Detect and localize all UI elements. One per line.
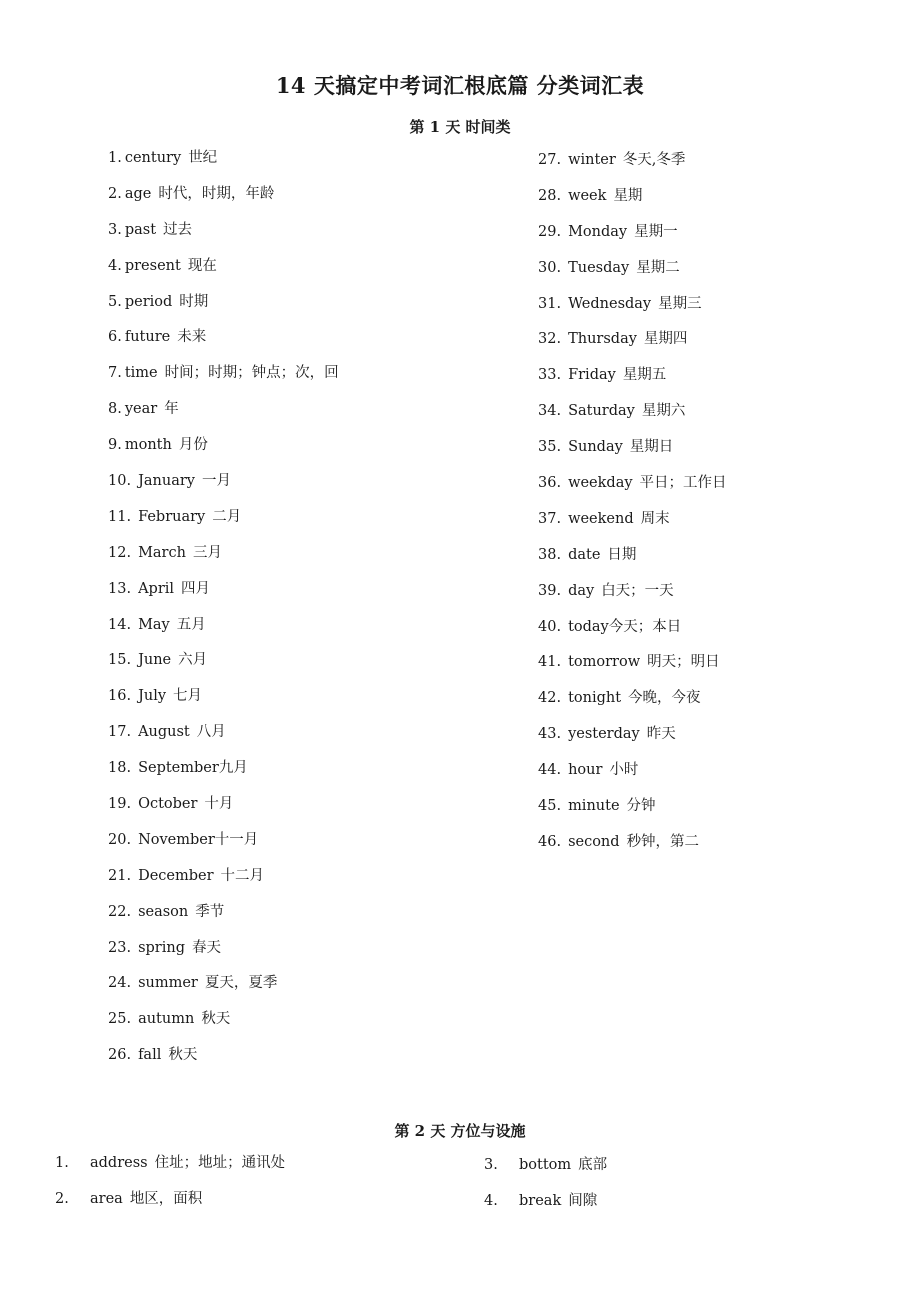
item-meaning: 十一月 (214, 831, 259, 848)
item-meaning: 小时 (609, 762, 639, 779)
list-item (538, 437, 727, 473)
list-item (108, 220, 339, 256)
item-number: 5. (108, 293, 122, 310)
list-item (108, 184, 339, 220)
item-word: season (138, 903, 189, 920)
item-meaning: 时期 (179, 293, 209, 310)
item-word: time (124, 365, 158, 382)
list-item (538, 832, 727, 868)
item-number: 18. (108, 760, 132, 777)
item-number: 13. (108, 580, 132, 597)
list-item (538, 617, 727, 653)
item-word: weekday (568, 475, 633, 492)
item-word: March (138, 544, 186, 561)
day1-heading: 第 1 天 时间类 (409, 118, 511, 136)
item-number: 7. (108, 365, 122, 382)
item-number: 40. (538, 618, 562, 635)
list-item (108, 327, 339, 363)
item-meaning: 世纪 (188, 150, 218, 166)
item-word: May (138, 616, 170, 633)
list-item (108, 579, 339, 615)
page-title: 14 天搞定中考词汇根底篇 分类词汇表 (275, 73, 645, 98)
item-number: 37. (538, 510, 562, 527)
item-meaning: 星期四 (643, 331, 688, 348)
item-word: summer (138, 975, 198, 992)
item-meaning: 今天；本日 (608, 618, 682, 635)
item-meaning: 春天 (191, 939, 221, 956)
item-number: 12. (108, 544, 132, 561)
item-word: August (138, 724, 190, 741)
item-number: 26. (108, 1047, 132, 1064)
item-word: September (138, 760, 219, 777)
list-item (538, 258, 727, 294)
item-word: period (124, 293, 173, 310)
list-item (538, 329, 727, 365)
item-number: 23. (108, 939, 132, 956)
item-number: 4. (484, 1193, 498, 1209)
item-meaning: 星期 (613, 187, 643, 204)
item-word: autumn (138, 1011, 195, 1028)
list-item (538, 401, 727, 437)
item-meaning: 间隙 (568, 1193, 598, 1209)
list-item (108, 1045, 339, 1081)
item-number: 45. (538, 798, 562, 815)
item-word: July (138, 688, 167, 705)
item-meaning: 白天；一天 (601, 582, 674, 599)
item-number: 1. (108, 150, 122, 166)
item-meaning: 现在 (187, 257, 217, 274)
item-meaning: 秒钟，第二 (626, 833, 700, 850)
item-number: 14. (108, 616, 132, 633)
item-number: 32. (538, 331, 562, 348)
item-meaning: 夏天，夏季 (204, 975, 278, 992)
item-meaning: 日期 (607, 546, 637, 563)
item-number: 31. (538, 295, 562, 312)
list-item (538, 545, 727, 581)
list-item (108, 722, 339, 758)
item-word: November (138, 831, 215, 848)
item-meaning: 月份 (178, 437, 208, 454)
item-meaning: 三月 (192, 544, 222, 561)
item-number: 24. (108, 975, 132, 992)
item-word: Thursday (568, 331, 637, 348)
item-meaning: 住址；地址；通讯处 (154, 1155, 286, 1171)
item-word: Tuesday (568, 259, 630, 276)
item-meaning: 周末 (640, 510, 670, 527)
item-word: century (124, 150, 182, 166)
list-item (108, 686, 339, 722)
item-number: 27. (538, 152, 562, 168)
item-meaning: 今晚，今夜 (628, 690, 701, 707)
list-item (108, 471, 339, 507)
list-item (108, 399, 339, 435)
item-number: 2. (55, 1191, 69, 1207)
item-number: 3. (484, 1157, 498, 1173)
item-number: 1. (55, 1155, 69, 1171)
item-meaning: 星期日 (629, 439, 674, 456)
day2-heading: 第 2 天 方位与设施 (394, 1122, 526, 1140)
item-number: 43. (538, 726, 562, 743)
list-item (108, 794, 339, 830)
list-item (108, 615, 339, 651)
list-item (538, 186, 727, 222)
item-number: 16. (108, 688, 132, 705)
item-meaning: 六月 (178, 652, 208, 669)
item-word: Wednesday (568, 295, 652, 312)
list-item (108, 938, 339, 974)
item-number: 17. (108, 724, 132, 741)
item-meaning: 星期二 (636, 259, 680, 276)
item-word: present (124, 257, 181, 274)
item-word: age (124, 185, 152, 202)
list-item (108, 148, 339, 184)
list-item (538, 796, 727, 832)
item-meaning: 秋天 (201, 1011, 231, 1028)
item-number: 33. (538, 367, 562, 384)
item-number: 15. (108, 652, 132, 669)
item-meaning: 冬天,冬季 (622, 152, 686, 168)
item-meaning: 年 (164, 401, 179, 418)
item-meaning: 时代，时期，年龄 (158, 185, 275, 202)
item-meaning: 平日；工作日 (639, 475, 727, 492)
item-word: Sunday (568, 439, 623, 456)
item-number: 22. (108, 903, 132, 920)
item-meaning: 秋天 (168, 1047, 198, 1064)
item-number: 41. (538, 654, 562, 671)
list-item (538, 509, 727, 545)
list-item (108, 866, 339, 902)
item-word: fall (138, 1047, 162, 1064)
item-number: 38. (538, 546, 562, 563)
item-word: tomorrow (568, 654, 641, 671)
item-word: second (568, 833, 620, 850)
item-number: 3. (108, 221, 122, 238)
day2-left-word-list (55, 1153, 285, 1225)
item-meaning: 季节 (195, 903, 225, 920)
item-meaning: 地区，面积 (129, 1191, 203, 1207)
item-word: today (568, 618, 609, 635)
item-meaning: 昨天 (646, 726, 676, 743)
item-word: hour (568, 762, 603, 779)
item-meaning: 未来 (177, 329, 207, 346)
item-word: week (568, 187, 607, 204)
item-word: June (138, 652, 172, 669)
item-number: 21. (108, 867, 132, 884)
list-item (538, 581, 727, 617)
item-number: 44. (538, 762, 562, 779)
list-item (484, 1191, 607, 1227)
item-word: Monday (568, 223, 628, 240)
item-meaning: 星期三 (658, 295, 702, 312)
item-word: April (138, 580, 175, 597)
item-meaning: 底部 (578, 1157, 608, 1173)
item-number: 36. (538, 475, 562, 492)
list-item (538, 222, 727, 258)
item-word: area (90, 1191, 123, 1207)
item-meaning: 五月 (176, 616, 206, 633)
list-item (538, 724, 727, 760)
item-word: Saturday (568, 403, 635, 420)
item-meaning: 一月 (201, 473, 231, 490)
item-word: December (138, 867, 214, 884)
list-item (538, 688, 727, 724)
list-item (484, 1155, 607, 1191)
item-word: weekend (568, 510, 634, 527)
item-word: future (124, 329, 171, 346)
item-number: 2. (108, 185, 122, 202)
item-number: 6. (108, 329, 122, 346)
list-item (538, 652, 727, 688)
item-meaning: 过去 (163, 221, 193, 238)
list-item (108, 902, 339, 938)
list-item (108, 1009, 339, 1045)
item-number: 42. (538, 690, 562, 707)
item-word: Friday (568, 367, 616, 384)
item-word: day (568, 582, 595, 599)
item-word: address (90, 1155, 148, 1171)
item-word: month (124, 437, 172, 454)
day1-left-word-list (108, 148, 339, 1081)
list-item (108, 830, 339, 866)
item-word: October (138, 796, 198, 813)
item-meaning: 时间；时期；钟点；次，回 (164, 365, 339, 382)
item-word: winter (568, 152, 616, 168)
item-number: 20. (108, 831, 132, 848)
item-meaning: 七月 (173, 688, 203, 705)
list-item (108, 543, 339, 579)
list-item (538, 760, 727, 796)
item-meaning: 星期六 (641, 403, 686, 420)
item-number: 9. (108, 437, 122, 454)
item-meaning: 八月 (196, 724, 226, 741)
item-word: yesterday (568, 726, 640, 743)
list-item (108, 973, 339, 1009)
list-item (108, 758, 339, 794)
item-meaning: 十月 (204, 796, 234, 813)
item-number: 11. (108, 508, 132, 525)
item-meaning: 星期一 (634, 223, 678, 240)
list-item (55, 1153, 285, 1189)
item-word: date (568, 546, 601, 563)
day1-right-word-list (538, 150, 727, 868)
item-meaning: 九月 (218, 760, 248, 777)
item-word: bottom (519, 1157, 572, 1173)
item-meaning: 四月 (181, 580, 211, 597)
item-number: 19. (108, 796, 132, 813)
item-number: 46. (538, 833, 562, 850)
item-number: 4. (108, 257, 122, 274)
list-item (538, 365, 727, 401)
list-item (538, 294, 727, 330)
item-word: year (124, 401, 158, 418)
item-meaning: 十二月 (220, 867, 265, 884)
list-item (538, 473, 727, 509)
item-word: January (138, 473, 195, 490)
list-item (108, 435, 339, 471)
list-item (538, 150, 727, 186)
item-meaning: 二月 (212, 508, 242, 525)
item-meaning: 星期五 (622, 367, 667, 384)
item-word: break (519, 1193, 562, 1209)
item-meaning: 分钟 (626, 798, 656, 815)
item-number: 29. (538, 223, 562, 240)
item-word: spring (138, 939, 185, 956)
list-item (108, 650, 339, 686)
list-item (55, 1189, 285, 1225)
item-number: 10. (108, 473, 132, 490)
list-item (108, 507, 339, 543)
item-number: 34. (538, 403, 562, 420)
item-number: 30. (538, 259, 562, 276)
day2-right-word-list (484, 1155, 607, 1227)
list-item (108, 292, 339, 328)
item-number: 8. (108, 401, 122, 418)
item-meaning: 明天；明日 (647, 654, 720, 671)
item-number: 28. (538, 187, 562, 204)
item-word: February (138, 508, 206, 525)
list-item (108, 256, 339, 292)
item-number: 39. (538, 582, 562, 599)
item-word: past (124, 221, 157, 238)
list-item (108, 363, 339, 399)
item-word: minute (568, 798, 620, 815)
item-number: 35. (538, 439, 562, 456)
item-word: tonight (568, 690, 622, 707)
item-number: 25. (108, 1011, 132, 1028)
